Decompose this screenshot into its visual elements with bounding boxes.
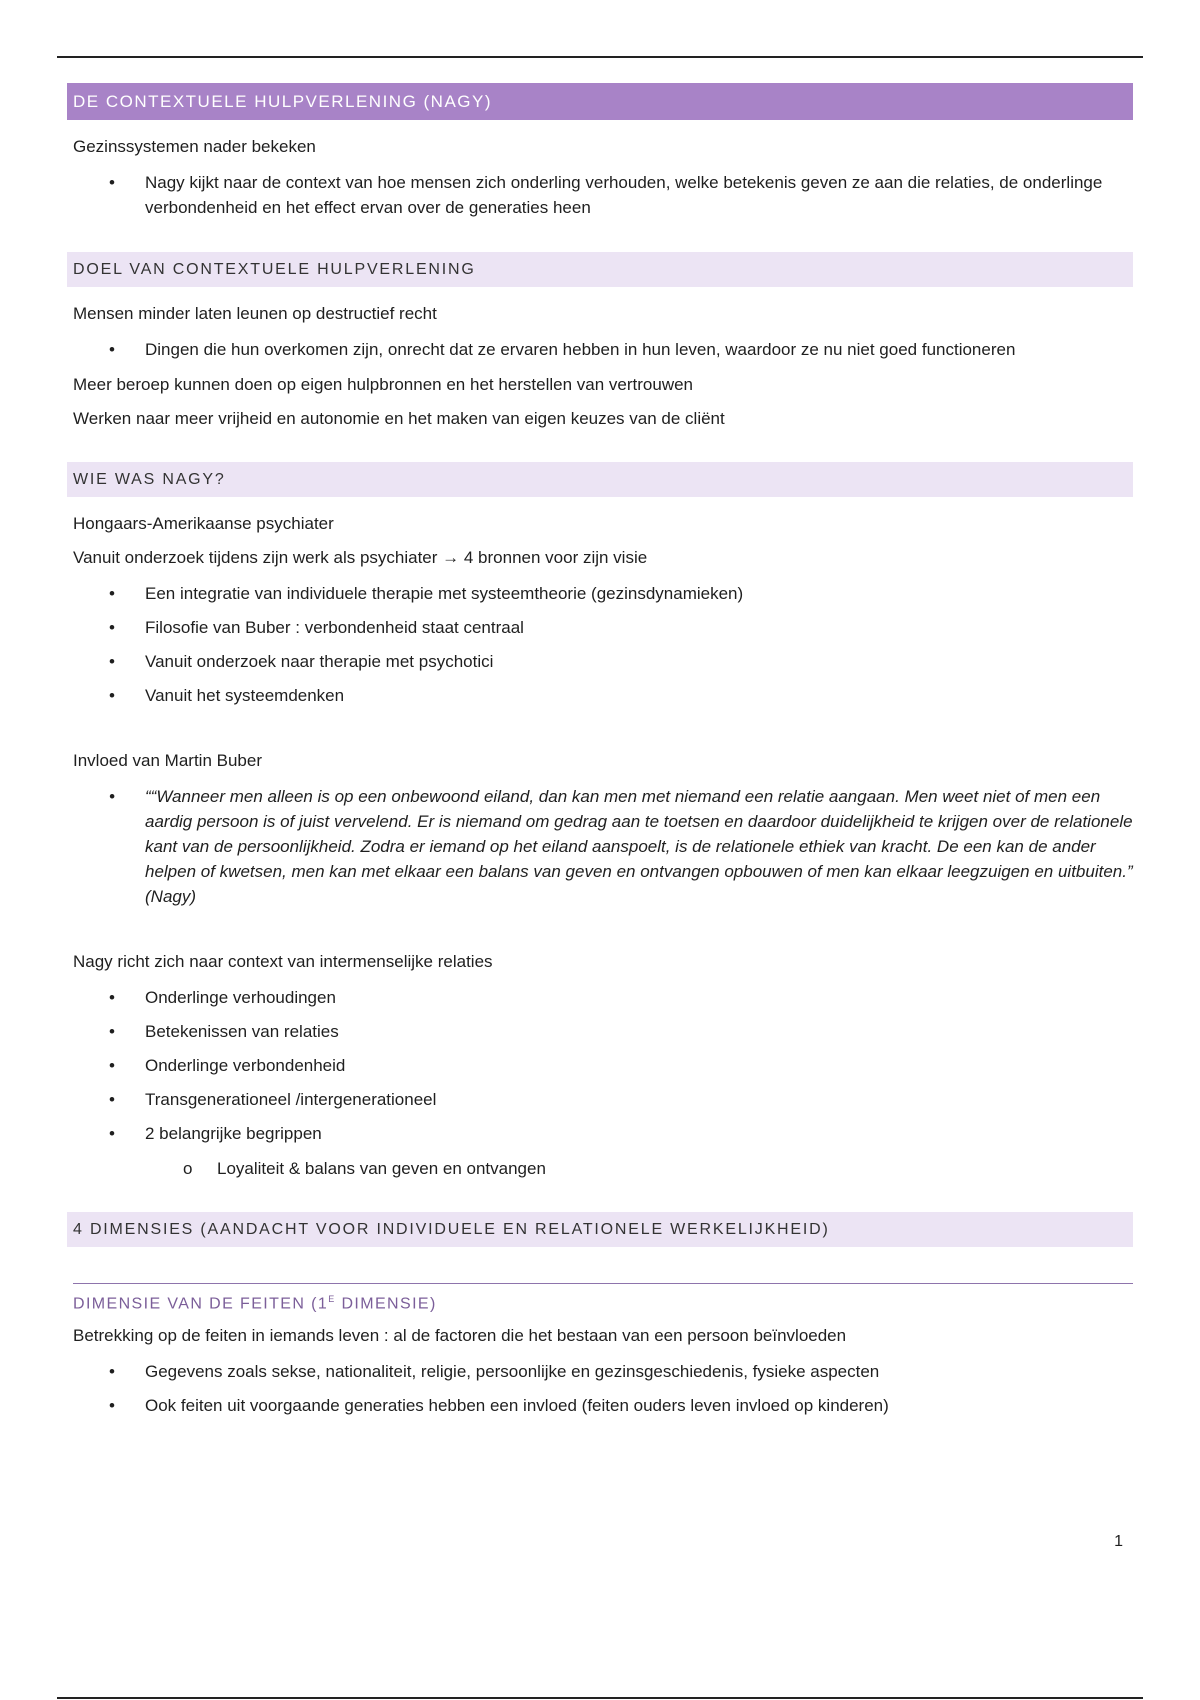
list-item: • Vanuit het systeemdenken — [67, 683, 1133, 708]
list-item: • Onderlinge verhoudingen — [67, 985, 1133, 1010]
list-item: • Ook feiten uit voorgaande generaties hebben een invloed (feiten ouders leven invloed op kinderen) — [67, 1393, 1133, 1418]
heading-doel: DOEL VAN CONTEXTUELE HULPVERLENING — [67, 252, 1133, 287]
sub-list-item: o Loyaliteit & balans van geven en ontvangen — [67, 1158, 1133, 1180]
paragraph: Vanuit onderzoek tijdens zijn werk als psychiater → 4 bronnen voor zijn visie — [73, 548, 648, 567]
list-item: • Nagy kijkt naar de context van hoe mensen zich onderling verhouden, welke betekenis geven ze aan die relaties, de onderlinge verbondenheid en het effect ervan over de generaties heen — [67, 170, 1133, 220]
header-rule — [57, 56, 1143, 58]
paragraph: Betrekking op de feiten in iemands leven : al de factoren die het bestaan van een persoon beïnvloeden — [73, 1326, 847, 1346]
paragraph: Mensen minder laten leunen op destructief recht — [73, 304, 437, 323]
paragraph: Hongaars-Amerikaanse psychiater — [73, 514, 334, 533]
buber-quote: • ““Wanneer men alleen is op een onbewoond eiland, dan kan men met niemand een relatie aangaan. Men weet niet of men een aardig persoon is of juist vervelend. Er is niemand om gedrag aan te toetsen en daardoor duidelijkheid te krijgen over de relationele kant van de persoonlijkheid. Zodra er iemand op het eiland aanspoelt, is de relationele ethiek van kracht. De een kan de ander helpen of kwetsen, men kan met elkaar een balans van geven en ontvangen opbouwen of men kan elkaar leegzuigen en uitbuiten.” (Nagy) — [67, 784, 1133, 909]
bullet-list — [67, 170, 1133, 220]
list-item: • Vanuit onderzoek naar therapie met psychotici — [67, 649, 1133, 674]
page-number: 1 — [1114, 1533, 1123, 1550]
bullet-list — [67, 581, 1133, 708]
list-item: • Betekenissen van relaties — [67, 1019, 1133, 1044]
list-item: • Onderlinge verbondenheid — [67, 1053, 1133, 1078]
bullet-list — [67, 337, 1133, 362]
list-item: • Dingen die hun overkomen zijn, onrecht dat ze ervaren hebben in hun leven, waardoor ze nu niet goed functioneren — [67, 337, 1133, 362]
sub-bullet-list — [67, 1158, 1133, 1180]
list-item: • Een integratie van individuele therapie met systeemtheorie (gezinsdynamieken) — [67, 581, 1133, 606]
paragraph: Invloed van Martin Buber — [73, 751, 262, 770]
list-item: • Filosofie van Buber : verbondenheid staat centraal — [67, 615, 1133, 640]
footer-rule — [57, 1697, 1143, 1699]
bullet-list — [67, 985, 1133, 1146]
paragraph: Nagy richt zich naar context van intermenselijke relaties — [73, 952, 493, 971]
paragraph: Werken naar meer vrijheid en autonomie en het maken van eigen keuzes van de cliënt — [73, 409, 725, 428]
heading-contextuele-hulpverlening: DE CONTEXTUELE HULPVERLENING (NAGY) — [67, 83, 1133, 120]
bullet-list — [67, 1359, 1133, 1418]
list-item: • Gegevens zoals sekse, nationaliteit, religie, persoonlijke en gezinsgeschiedenis, fysieke aspecten — [67, 1359, 1133, 1384]
heading-4-dimensies: 4 DIMENSIES (AANDACHT VOOR INDIVIDUELE EN RELATIONELE WERKELIJKHEID) — [67, 1212, 1133, 1247]
paragraph: Gezinssystemen nader bekeken — [73, 137, 316, 156]
document-body — [67, 83, 1133, 1430]
heading-dimensie-feiten: DIMENSIE VAN DE FEITEN ($1^E$ DIMENSIE) — [73, 1283, 1133, 1313]
list-item: • 2 belangrijke begrippen — [67, 1121, 1133, 1146]
heading-wie-was-nagy: WIE WAS NAGY? — [67, 462, 1133, 497]
bullet-list — [67, 784, 1133, 909]
list-item: • Transgenerationeel /intergenerationeel — [67, 1087, 1133, 1112]
paragraph: Meer beroep kunnen doen op eigen hulpbronnen en het herstellen van vertrouwen — [73, 375, 694, 394]
